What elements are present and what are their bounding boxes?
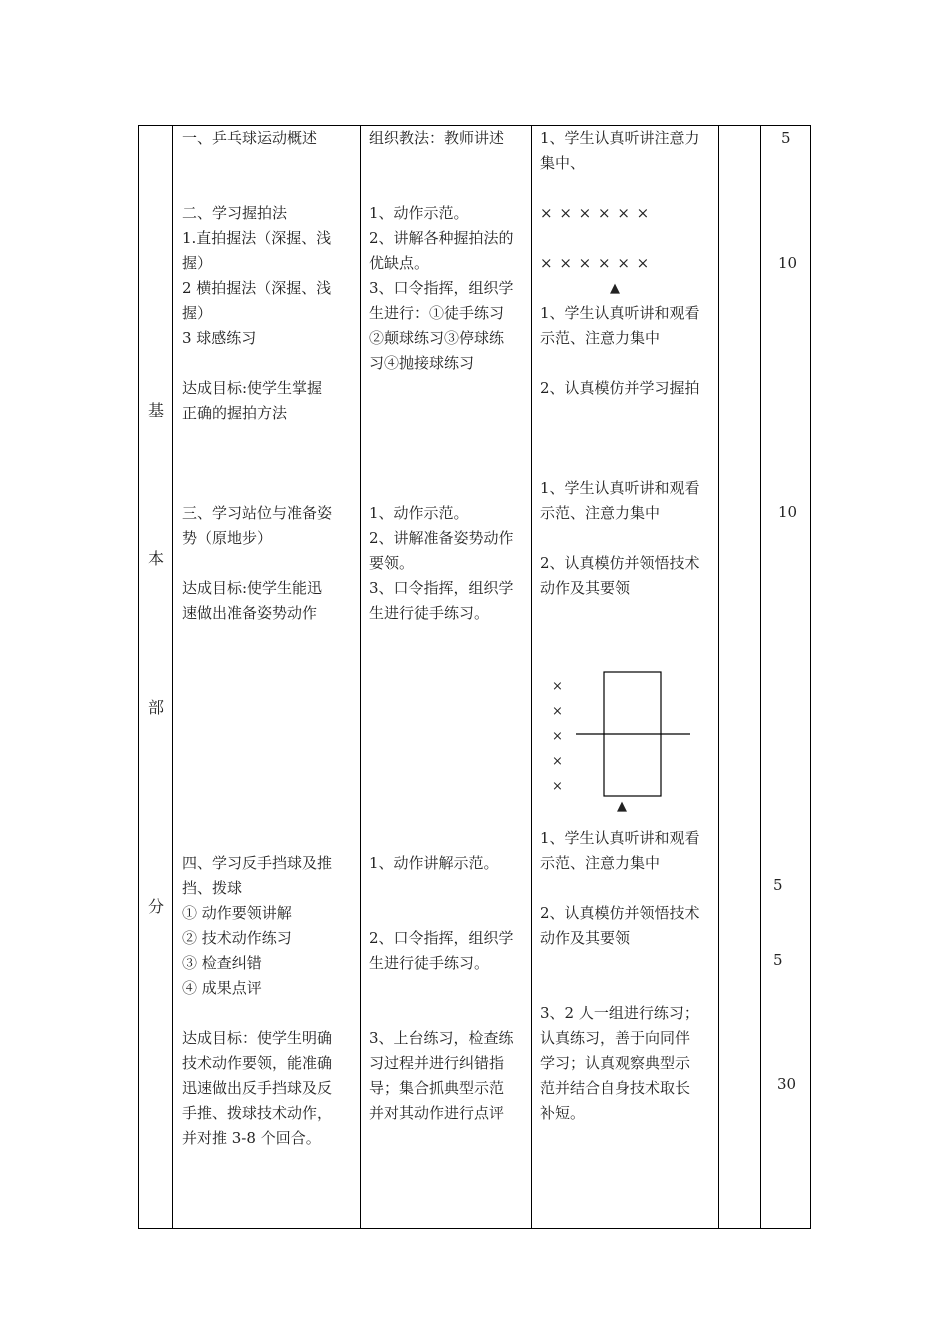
student-line: 集中、	[540, 154, 586, 172]
method-line: 2、讲解准备姿势动作	[369, 529, 514, 547]
student-line: 示范、注意力集中	[540, 504, 661, 522]
method-line: 1、动作示范。	[369, 504, 469, 522]
time-value: 5	[773, 876, 783, 894]
goal-line: 迅速做出反手挡球及反	[182, 1079, 333, 1097]
content-line: 1.直拍握法（深握、浅	[182, 229, 332, 247]
student-line: 3、2 人一组进行练习；	[540, 1004, 699, 1022]
method-line: 要领。	[369, 554, 415, 572]
lesson-plan-table	[138, 125, 811, 1229]
time-value: 10	[778, 503, 798, 521]
method-line: 生进行：①徒手练习	[369, 304, 505, 322]
goal-line: 并对推 3-8 个回合。	[182, 1129, 321, 1147]
ping-pong-table-diagram	[544, 666, 714, 826]
section-label-char: 分	[147, 897, 164, 916]
content-line: 握）	[182, 254, 213, 272]
student-line: 1、学生认真听讲和观看	[540, 479, 700, 497]
student-line: 1、学生认真听讲注意力	[540, 129, 700, 147]
content-line: 2 横拍握法（深握、浅	[182, 279, 332, 297]
student-line: 示范、注意力集中	[540, 854, 661, 872]
content-line: ① 动作要领讲解	[182, 904, 292, 922]
student-line: 2、认真模仿并领悟技术	[540, 904, 700, 922]
content-line: ③ 检查纠错	[182, 954, 262, 972]
method-line: 3、口令指挥，组织学	[369, 579, 514, 597]
teacher-marker-icon: ▲	[610, 281, 620, 296]
time-value: 10	[778, 254, 798, 272]
goal-line: 达成目标:使学生能迅	[182, 579, 323, 597]
goal-line: 达成目标：使学生明确	[182, 1029, 333, 1047]
student-line: 范并结合自身技术取长	[540, 1079, 691, 1097]
time-value: 30	[777, 1075, 797, 1093]
teacher-marker-icon: ▲	[617, 799, 627, 814]
method-line: 生进行徒手练习。	[369, 954, 490, 972]
column-divider	[718, 126, 719, 1228]
goal-line: 正确的握拍方法	[182, 404, 288, 422]
column-divider	[172, 126, 173, 1228]
method-line: 生进行徒手练习。	[369, 604, 490, 622]
student-mark-icon: ×	[552, 679, 563, 694]
time-value: 5	[781, 129, 791, 147]
student-line: 2、认真模仿并学习握拍	[540, 379, 700, 397]
method-line: ②颠球练习③停球练	[369, 329, 505, 347]
formation-row: × × × × × ×	[540, 254, 651, 272]
student-line: 2、认真模仿并领悟技术	[540, 554, 700, 572]
method-line: 1、动作讲解示范。	[369, 854, 499, 872]
content-line: ④ 成果点评	[182, 979, 262, 997]
method-line: 习④抛接球练习	[369, 354, 475, 372]
method-line: 并对其动作进行点评	[369, 1104, 505, 1122]
content-line: 三、学习站位与准备姿	[182, 504, 333, 522]
method-line: 习过程并进行纠错指	[369, 1054, 505, 1072]
content-line: ② 技术动作练习	[182, 929, 292, 947]
column-divider	[360, 126, 361, 1228]
column-divider	[531, 126, 532, 1228]
content-line: 势（原地步）	[182, 529, 273, 547]
content-heading: 一、乒乓球运动概述	[182, 129, 318, 147]
formation-row: × × × × × ×	[540, 204, 651, 222]
student-mark-icon: ×	[552, 779, 563, 794]
student-line: 认真练习，善于向同伴	[540, 1029, 691, 1047]
teacher-method-column	[369, 126, 529, 1126]
method-line: 2、口令指挥，组织学	[369, 929, 514, 947]
section-label-char: 基	[147, 401, 164, 420]
student-mark-icon: ×	[552, 729, 563, 744]
student-line: 学习；认真观察典型示	[540, 1054, 691, 1072]
student-line: 动作及其要领	[540, 929, 631, 947]
student-line: 1、学生认真听讲和观看	[540, 829, 700, 847]
content-line: 握）	[182, 304, 213, 322]
student-mark-icon: ×	[552, 704, 563, 719]
goal-line: 达成目标:使学生掌握	[182, 379, 323, 397]
time-value: 5	[773, 951, 783, 969]
goal-line: 技术动作要领，能准确	[182, 1054, 333, 1072]
goal-line: 速做出准备姿势动作	[182, 604, 318, 622]
student-activity-column	[540, 126, 716, 1126]
method-line: 3、口令指挥，组织学	[369, 279, 514, 297]
content-line: 挡、拨球	[182, 879, 243, 897]
content-line: 二、学习握拍法	[182, 204, 288, 222]
student-line: 1、学生认真听讲和观看	[540, 304, 700, 322]
content-line: 3 球感练习	[182, 329, 257, 347]
method-line: 导；集合抓典型示范	[369, 1079, 505, 1097]
student-mark-icon: ×	[552, 754, 563, 769]
student-marks	[552, 674, 563, 799]
method-line: 3、上台练习，检查练	[369, 1029, 514, 1047]
section-label-char: 部	[147, 698, 164, 717]
student-line: 补短。	[540, 1104, 586, 1122]
student-line: 动作及其要领	[540, 579, 631, 597]
method-line: 组织教法：教师讲述	[369, 129, 505, 147]
content-column	[182, 126, 358, 1151]
student-line: 示范、注意力集中	[540, 329, 661, 347]
method-line: 1、动作示范。	[369, 204, 469, 222]
content-line: 四、学习反手挡球及推	[182, 854, 333, 872]
method-line: 2、讲解各种握拍法的	[369, 229, 514, 247]
column-divider	[760, 126, 761, 1228]
table-position-diagram	[544, 666, 714, 826]
section-label-char: 本	[147, 549, 164, 568]
goal-line: 手推、拨球技术动作，	[182, 1104, 333, 1122]
method-line: 优缺点。	[369, 254, 430, 272]
